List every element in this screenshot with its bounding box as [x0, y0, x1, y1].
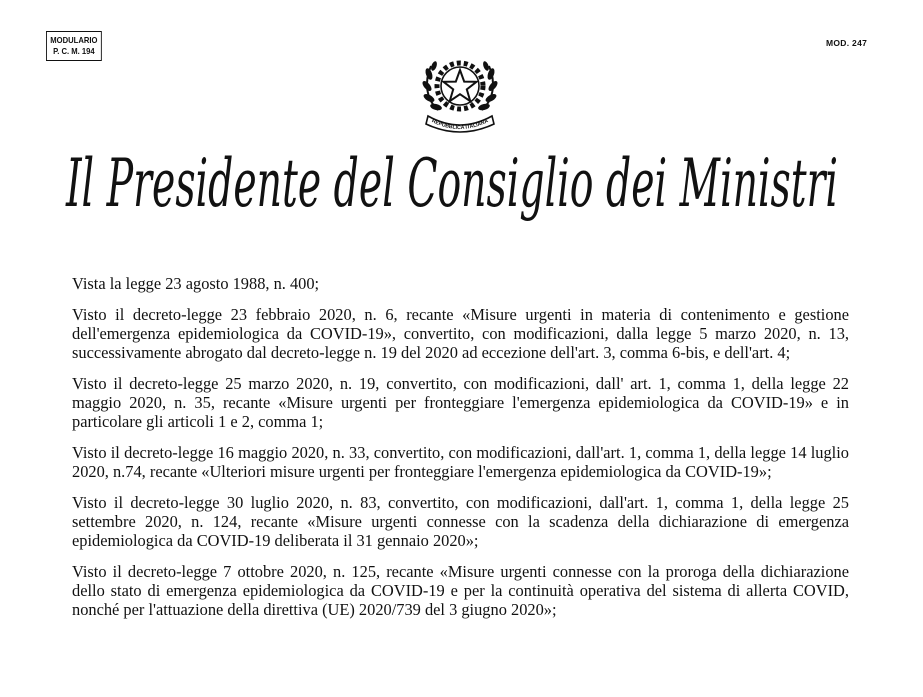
paragraph-4: Visto il decreto-legge 16 maggio 2020, n. 33, convertito, con modificazioni, dall'art. 1, comma 1, della legge 14 luglio 2020, n.74, recante «Ulteriori misure urgenti per fronteggiare l'emergenza epidemiologica da COVID-19»; [72, 443, 849, 481]
modulario-stamp [46, 31, 102, 61]
stamp-line-1: MODULARIO [50, 35, 98, 45]
heading-text: Il Presidente del Consiglio dei Ministri [65, 145, 839, 222]
paragraph-6: Visto il decreto-legge 7 ottobre 2020, n. 125, recante «Misure urgenti connesse con la proroga della dichiarazione dello stato di emergenza epidemiologica da COVID-19 e per la continuità operativa del sistema di allerta COVID, nonché per l'attuazione della direttiva (UE) 2020/739 del 3 giugno 2020»; [72, 562, 849, 619]
paragraph-5: Visto il decreto-legge 30 luglio 2020, n. 83, convertito, con modificazioni, dall'art. 1, comma 1, della legge 25 settembre 2020, n. 124, recante «Misure urgenti connesse con la scadenza della dichiarazione di emergenza epidemiologica da COVID-19 deliberata il 31 gennaio 2020»; [72, 493, 849, 550]
italian-republic-emblem-icon [418, 44, 502, 136]
document-body [72, 274, 849, 631]
paragraph-3: Visto il decreto-legge 25 marzo 2020, n. 19, convertito, con modificazioni, dall' art. 1, comma 1, della legge 22 maggio 2020, n. 35, recante «Misure urgenti per fronteggiare l'emergenza epidemiologica da COVID-19» e in particolare gli articoli 1 e 2, comma 1; [72, 374, 849, 431]
paragraph-1: Vista la legge 23 agosto 1988, n. 400; [72, 274, 320, 293]
document-heading [62, 136, 842, 246]
paragraph-2: Visto il decreto-legge 23 febbraio 2020, n. 6, recante «Misure urgenti in materia di contenimento e gestione dell'emergenza epidemiologica da COVID-19», convertito, con modificazioni, dalla legge 5 marzo 2020, n. 13, successivamente abrogato dal decreto-legge n. 19 del 2020 ad eccezione dell'art. 3, comma 6-bis, e dell'art. 4; [72, 305, 849, 362]
mod-code: MOD. 247 [826, 38, 868, 48]
stamp-line-2: P. C. M. 194 [53, 46, 95, 56]
emblem-ribbon-text: REPUBBLICA ITALIANA [430, 118, 490, 132]
